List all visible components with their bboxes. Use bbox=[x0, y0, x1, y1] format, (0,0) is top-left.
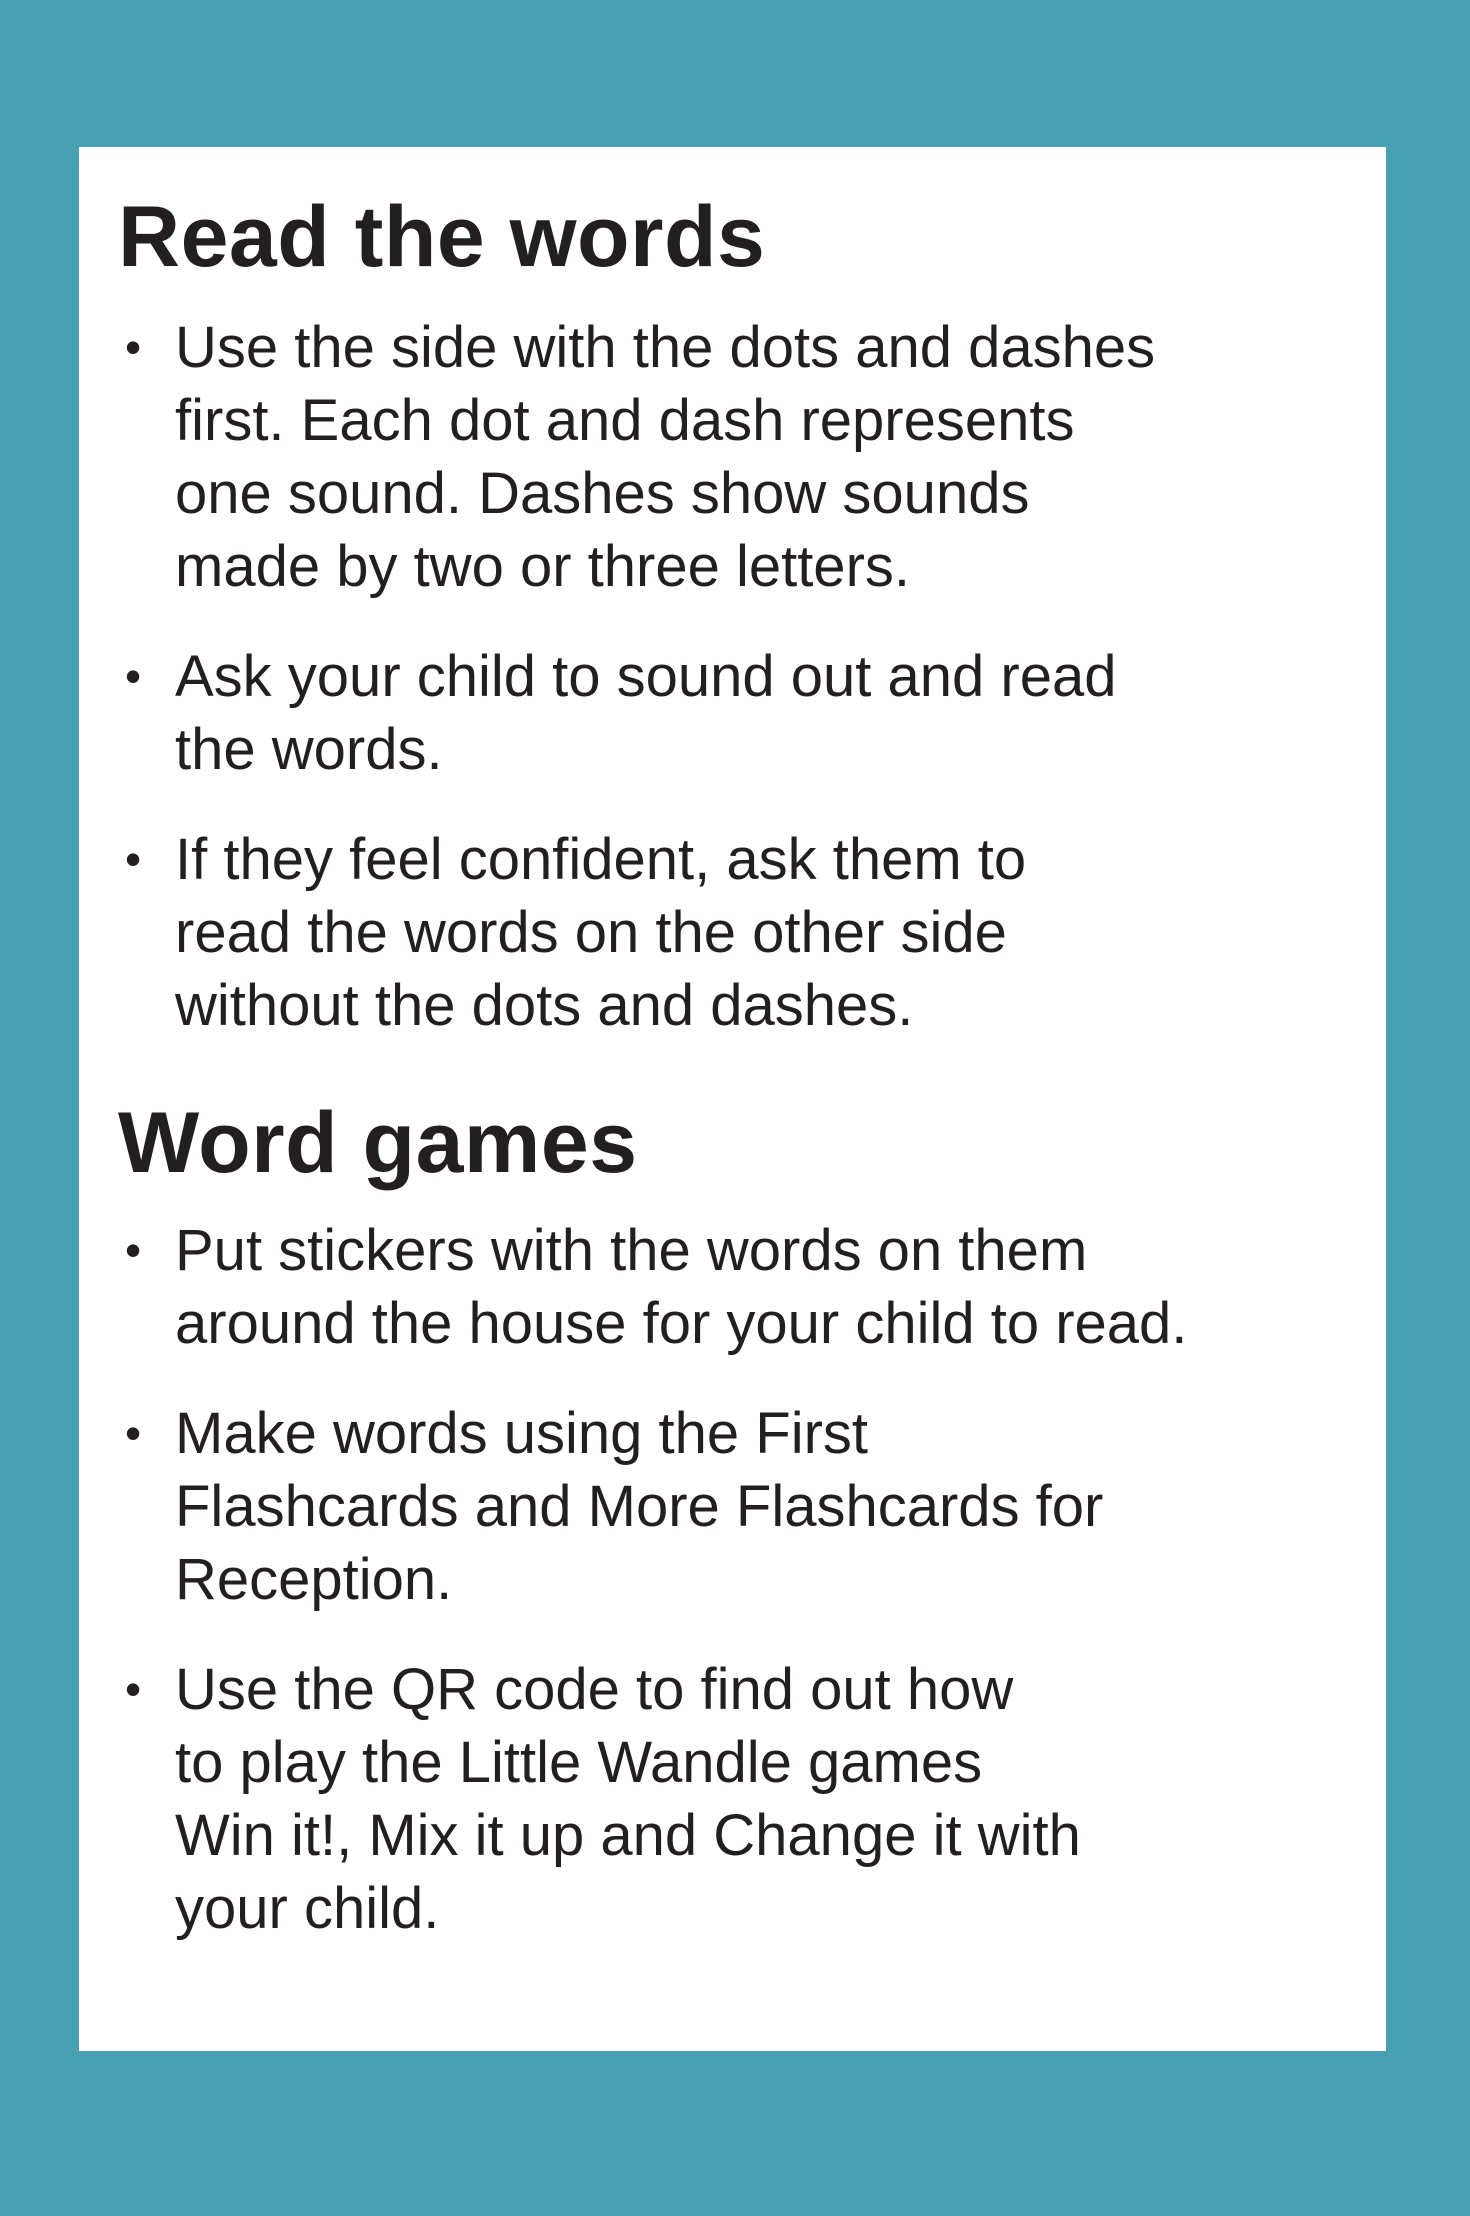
section-heading-word-games: Word games bbox=[118, 1095, 638, 1191]
list-item bbox=[118, 640, 1346, 786]
read-the-words-list bbox=[118, 311, 1346, 1042]
bullet-icon: • bbox=[124, 1224, 142, 1276]
list-item bbox=[118, 823, 1346, 1042]
list-item-text: Use the side with the dots and dashes first. Each dot and dash represents one sound. Dashes show sounds made by two or three letters. bbox=[175, 315, 1156, 599]
list-item-text: Put stickers with the words on them around the house for your child to read. bbox=[175, 1218, 1188, 1356]
list-item-text: Use the QR code to find out how to play the Little Wandle games Win it!, Mix it up and Change it with your child. bbox=[175, 1657, 1081, 1941]
list-item bbox=[118, 1653, 1346, 1945]
list-item-text: If they feel confident, ask them to read the words on the other side without the dots and dashes. bbox=[175, 827, 1027, 1038]
bullet-icon: • bbox=[124, 833, 142, 885]
list-item bbox=[118, 1214, 1346, 1360]
bullet-icon: • bbox=[124, 650, 142, 702]
list-item bbox=[118, 1397, 1346, 1616]
bullet-icon: • bbox=[124, 1663, 142, 1715]
list-item bbox=[118, 311, 1346, 603]
word-games-list bbox=[118, 1214, 1346, 1945]
bullet-icon: • bbox=[124, 321, 142, 373]
section-heading-read-the-words: Read the words bbox=[118, 189, 766, 285]
list-item-text: Ask your child to sound out and read the words. bbox=[175, 644, 1117, 782]
bullet-icon: • bbox=[124, 1407, 142, 1459]
list-item-text: Make words using the First Flashcards and More Flashcards for Reception. bbox=[175, 1401, 1104, 1612]
instruction-card bbox=[79, 147, 1386, 2051]
